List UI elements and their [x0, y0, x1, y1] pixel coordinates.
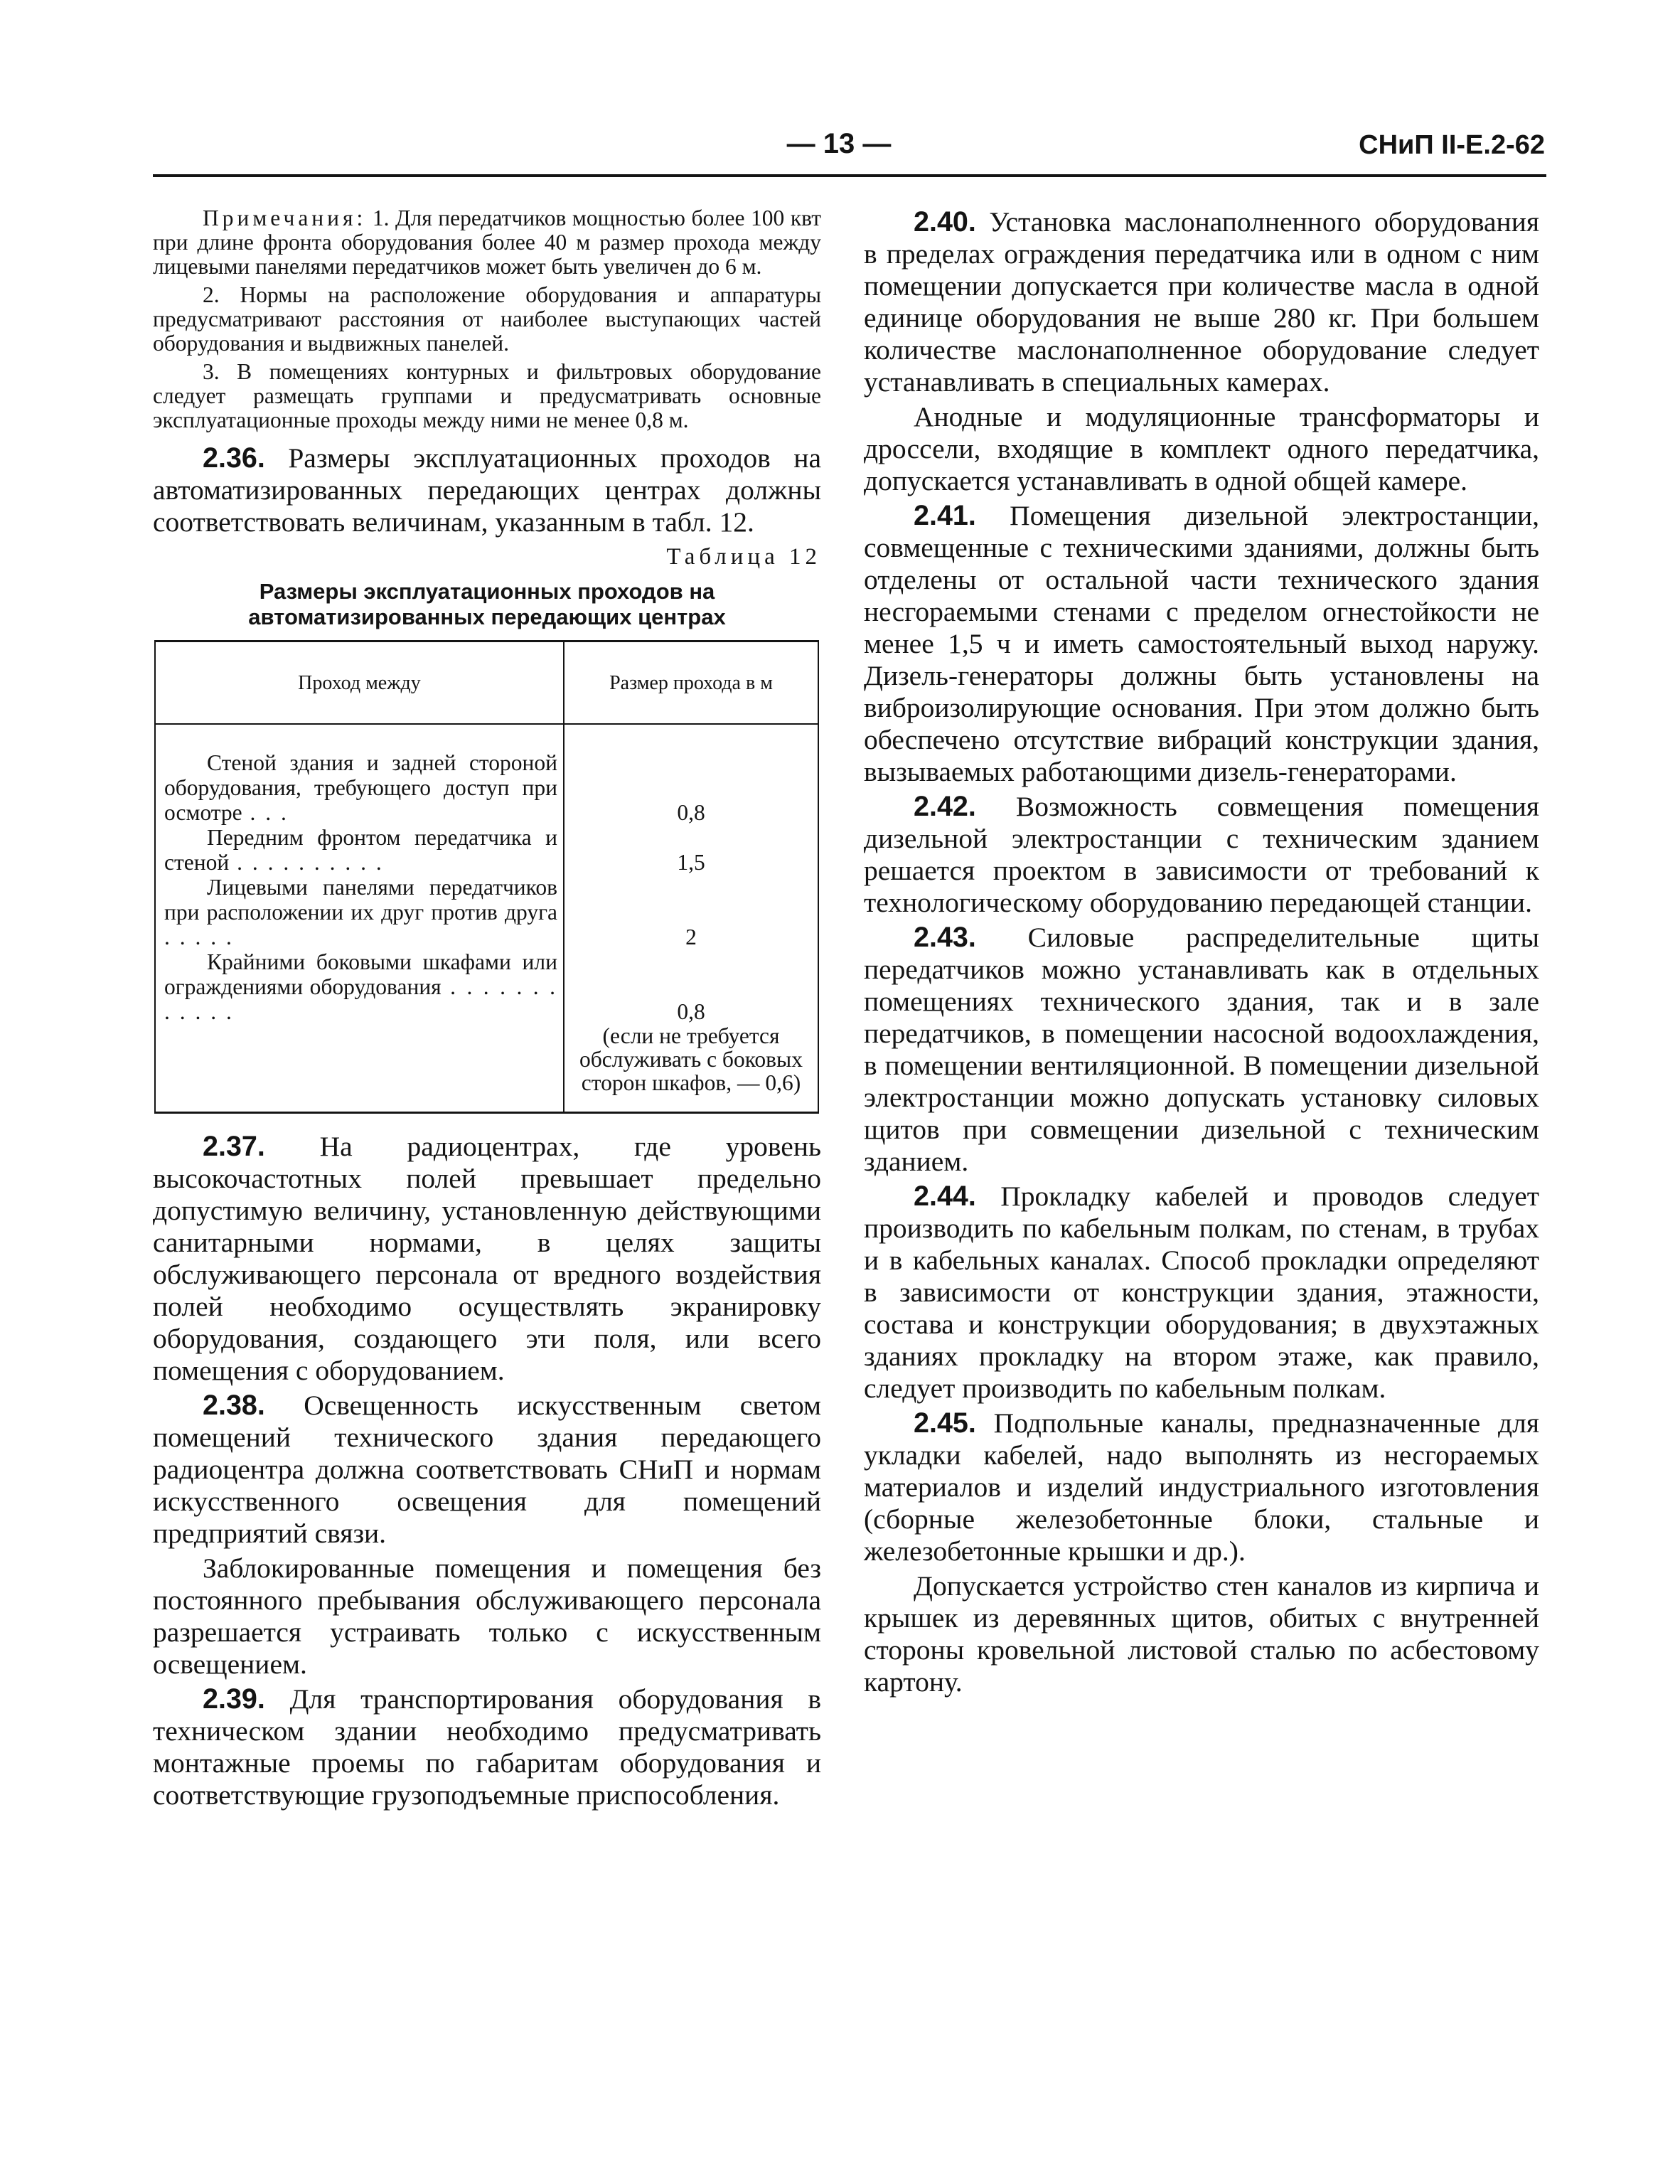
paragraph-text: Размеры эксплуатационных проходов на автоматизированных передающих центрах должны соответствовать величинам, указанным в табл. 12.	[153, 442, 821, 538]
table-header-row	[155, 641, 818, 725]
document-code: СНиП II-Е.2-62	[1359, 130, 1545, 160]
note-1-text: 1. Для передатчиков мощностью более 100 квт при длине фронта оборудования более 40 м размер прохода между лицевыми панелями передатчиков может быть увеличен до 6 м.	[153, 206, 822, 279]
paragraph-text: На радиоцентрах, где уровень высокочастотных полей превышает предельно допустимую величину, установленную действующими санитарными нормами, в целях защиты обслуживающего персонала от вредного воздействия полей необходимо осуществлять экранировку оборудования, создающего эти поля, или всего помещения с оборудованием.	[153, 1131, 821, 1386]
paragraph-text: Прокладку кабелей и проводов следует производить по кабельным полкам, по стенам, в трубах и в кабельных каналах. Способ прокладки определяют в зависимости от конструкции здания, этажности, состава и конструкции оборудования; в двухэтажных зданиях прокладку на втором этаже, как правило, следует производить по кабельным полкам.	[864, 1181, 1539, 1404]
paragraph-number: 2.42.	[914, 791, 976, 822]
paragraph-number: 2.38.	[203, 1390, 265, 1421]
paragraph-2-40-continued: Анодные и модуляционные трансформаторы и дроссели, входящие в комплект одного передатчика, допускается устанавливать в одной общей камере.	[864, 401, 1539, 496]
column-header-passage: Проход между	[155, 641, 564, 725]
paragraph-number: 2.39.	[203, 1683, 265, 1715]
paragraph-2-38	[153, 1390, 821, 1550]
note-1	[153, 206, 821, 279]
paragraph-text: Силовые распределительные щиты передатчиков можно устанавливать как в отдельных помещениях технического здания, так и в зале передатчиков, в помещении насосной водоохлаждения, в помещении вентиляционной. В помещении дизельной электростанции можно допускать установку силовых щитов при совмещении дизельной с техническим зданием.	[864, 922, 1539, 1177]
paragraph-number: 2.37.	[203, 1131, 265, 1162]
paragraph-2-44	[864, 1181, 1539, 1405]
paragraph-2-39	[153, 1683, 821, 1811]
size-value: 0,8	[677, 999, 705, 1024]
table-title	[153, 579, 821, 630]
size-value: 2	[685, 925, 697, 949]
paragraph-2-37	[153, 1131, 821, 1387]
paragraph-text: Помещения дизельной электростанции, совмещенные с техническими зданиями, должны быть отделены от остальной части технического здания несгораемыми стенами с пределом огнестойкости не менее 1,5 ч и иметь самостоятельный выход наружу. Дизель-генераторы должны быть установлены на виброизолирующие основания. При этом должно быть обеспечено отсутствие вибраций конструкции здания, вызываемых работающими дизель-генераторами.	[864, 500, 1539, 787]
paragraph-number: 2.44.	[914, 1181, 976, 1212]
paragraph-2-43	[864, 922, 1539, 1178]
paragraph-text: Подпольные каналы, предназначенные для укладки кабелей, надо выполнять из несгораемых материалов и изделий индустриального изготовления (сборные железобетонные блоки, стальные и железобетонные крышки и др.).	[864, 1407, 1539, 1567]
page-number: — 13 —	[786, 128, 892, 159]
paragraph-number: 2.36.	[203, 442, 265, 474]
right-column	[864, 206, 1539, 1701]
paragraph-number: 2.41.	[914, 500, 976, 531]
table-label: Таблица 12	[666, 544, 821, 570]
notes-label: Примечания:	[203, 206, 367, 230]
passage-label: Крайними боковыми шкафами или ограждениями оборудования	[164, 949, 557, 999]
leader-dots: . . . . . . . . . .	[229, 850, 384, 875]
paragraph-2-38-continued: Заблокированные помещения и помещения без постоянного пребывания обслуживающего персонала разрешается устраивать только с искусственным освещением.	[153, 1552, 821, 1680]
table-title-line: автоматизированных передающих центрах	[248, 604, 726, 629]
passage-label: Передним фронтом передатчика и стеной	[164, 825, 557, 875]
paragraph-2-40	[864, 206, 1539, 398]
column-header-size: Размер прохода в м	[564, 641, 818, 725]
value-spacer	[569, 750, 813, 800]
leader-dots: . . .	[242, 800, 289, 825]
note-2: 2. Нормы на расположение оборудования и аппаратуры предусматривают расстояния от наиболее выступающих частей оборудования и выдвижных панелей.	[153, 282, 821, 356]
passage-label: Лицевыми панелями передатчиков при расположении их друг против друга	[164, 875, 557, 925]
paragraph-2-45	[864, 1407, 1539, 1567]
left-column	[153, 206, 821, 1814]
leader-dots: . . . . . . . . . . . .	[164, 974, 557, 1024]
passage-entry	[164, 875, 557, 949]
passage-cell	[155, 724, 564, 1113]
note-3: 3. В помещениях контурных и фильтровых оборудование следует размещать группами и предусматривать основные эксплуатационные проходы между ними не менее 0,8 м.	[153, 359, 821, 432]
size-note: (если не требуется обслуживать с боковых сторон шкафов, — 0,6)	[579, 1023, 803, 1095]
paragraph-2-42	[864, 791, 1539, 919]
paragraph-number: 2.43.	[914, 922, 976, 953]
paragraph-text: Освещенность искусственным светом помещений технического здания передающего радиоцентра должна соответствовать СНиП и нормам искусственного освещения для помещений предприятий связи.	[153, 1390, 822, 1549]
paragraph-text: Возможность совмещения помещения дизельной электростанции с техническим зданием решается проектом в зависимости от требований к технологическому оборудованию передающей станции.	[864, 791, 1539, 918]
passage-entry	[164, 949, 557, 1024]
table-title-line: Размеры эксплуатационных проходов на	[259, 579, 715, 604]
header-rule	[153, 174, 1546, 177]
size-cell	[564, 724, 818, 1113]
paragraph-number: 2.40.	[914, 206, 976, 238]
leader-dots: . . . . .	[164, 925, 234, 949]
table-row	[155, 724, 818, 1113]
passage-entry	[164, 825, 557, 875]
size-value: 1,5	[677, 850, 705, 875]
passage-label: Стеной здания и задней стороной оборудования, требующего доступ при осмотре	[164, 750, 557, 825]
passage-entry	[164, 750, 557, 825]
paragraph-2-36	[153, 442, 821, 538]
table-12	[154, 640, 819, 1114]
size-value: 0,8	[677, 800, 705, 825]
paragraph-text: Установка маслонаполненного оборудования в пределах ограждения передатчика или в одном с ним помещении допускается при количестве масла в одной единице оборудования не выше 280 кг. При большем количестве маслонаполненное оборудование следует устанавливать в специальных камерах.	[864, 206, 1539, 398]
paragraph-text: Для транспортирования оборудования в техническом здании необходимо предусматривать монтажные проемы по габаритам оборудования и соответствующие грузоподъемные приспособления.	[153, 1683, 822, 1811]
paragraph-2-45-continued: Допускается устройство стен каналов из кирпича и крышек из деревянных щитов, обитых с внутренней стороны кровельной листовой сталью по асбестовому картону.	[864, 1570, 1539, 1698]
paragraph-2-41	[864, 500, 1539, 788]
paragraph-number: 2.45.	[914, 1407, 976, 1439]
